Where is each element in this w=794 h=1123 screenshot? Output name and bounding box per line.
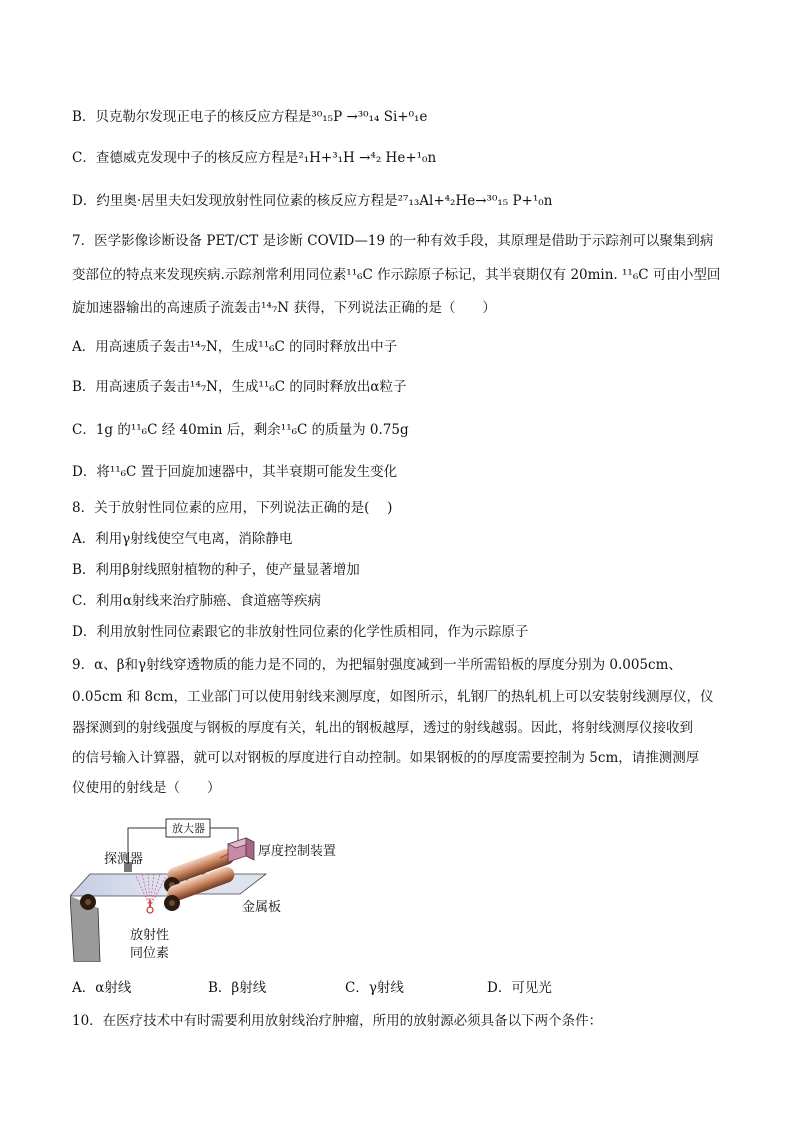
thickness-gauge-figure	[70, 812, 370, 962]
q9-stem-line2: 0.05cm 和 8cm，工业部门可以使用射线来测厚度，如图所示，轧钢厂的热轧机上可以安装射线测厚仪，仪	[72, 689, 714, 705]
q6-option-c: C．查德威克发现中子的核反应方程是²₁H+³₁H →⁴₂ He+¹₀n	[72, 150, 437, 166]
q7-stem-line3: 旋加速器输出的高速质子流轰击¹⁴₇N 获得，下列说法正确的是（ ）	[72, 300, 496, 316]
q8-option-a: A．利用γ射线使空气电离，消除静电	[72, 531, 293, 547]
amplifier-label: 放大器	[172, 822, 205, 835]
q9-stem-line4: 的信号输入计算器，就可以对钢板的厚度进行自动控制。如果钢板的的厚度需要控制为 5cm，请推测测厚	[72, 750, 700, 766]
isotope-label-line1: 放射性	[130, 928, 170, 943]
q6-option-b: B．贝克勒尔发现正电子的核反应方程是³⁰₁₅P →³⁰₁₄ Si+⁰₁e	[72, 109, 428, 125]
q7-option-b: B．用高速质子轰击¹⁴₇N，生成¹¹₆C 的同时释放出α粒子	[72, 379, 407, 395]
q9-stem-line1: 9．α、β和γ射线穿透物质的能力是不同的，为把辐射强度减到一半所需铅板的厚度分别为 0.005cm、	[72, 657, 682, 673]
q6-option-d: D．约里奥·居里夫妇发现放射性同位素的核反应方程是²⁷₁₃Al+⁴₂He→³⁰₁₅ P+¹₀n	[72, 193, 553, 209]
q9-option-a: A．α射线	[72, 980, 132, 996]
radioactive-source	[147, 907, 153, 913]
q7-option-a: A．用高速质子轰击¹⁴₇N，生成¹¹₆C 的同时释放出中子	[72, 339, 398, 355]
isotope-label-line2: 同位素	[130, 946, 170, 961]
q9-option-d: D．可见光	[487, 980, 552, 996]
q7-option-c: C．1g 的¹¹₆C 经 40min 后，剩余¹¹₆C 的质量为 0.75g	[72, 422, 409, 438]
detector-label: 探测器	[104, 852, 144, 867]
q7-stem-line2: 变部位的特点来发现疾病.示踪剂常利用同位素¹¹₆C 作示踪原子标记，其半衰期仅有 20min. ¹¹₆C 可由小型回	[72, 267, 721, 283]
q9-option-b: B．β射线	[208, 980, 267, 996]
rolling-mill-diagram	[70, 812, 370, 962]
q10-stem: 10．在医疗技术中有时需要利用放射线治疗肿瘤，所用的放射源必须具备以下两个条件：	[72, 1013, 603, 1029]
metal-plate-label: 金属板	[242, 900, 282, 915]
q8-option-c: C．利用α射线来治疗肺癌、食道癌等疾病	[72, 593, 321, 609]
q9-option-c: C．γ射线	[345, 980, 404, 996]
q7-stem-line1: 7．医学影像诊断设备 PET/CT 是诊断 COVID—19 的一种有效手段，其原理是借助于示踪剂可以聚集到病	[72, 233, 714, 249]
q7-option-d: D．将¹¹₆C 置于回旋加速器中，其半衰期可能发生变化	[72, 464, 398, 480]
q8-stem: 8．关于放射性同位素的应用，下列说法正确的是( )	[72, 500, 393, 516]
q9-stem-line3: 器探测到的射线强度与钢板的厚度有关，轧出的钢板越厚，透过的射线越弱。因此，将射线测厚仪接收到	[72, 720, 693, 736]
control-wire	[210, 828, 238, 844]
q9-stem-line5: 仪使用的射线是（ ）	[72, 780, 221, 796]
q8-option-b: B．利用β射线照射植物的种子，使产量显著增加	[72, 562, 360, 578]
thickness-control-label: 厚度控制装置	[258, 844, 337, 859]
q8-option-d: D．利用放射性同位素跟它的非放射性同位素的化学性质相同，作为示踪原子	[72, 624, 529, 640]
